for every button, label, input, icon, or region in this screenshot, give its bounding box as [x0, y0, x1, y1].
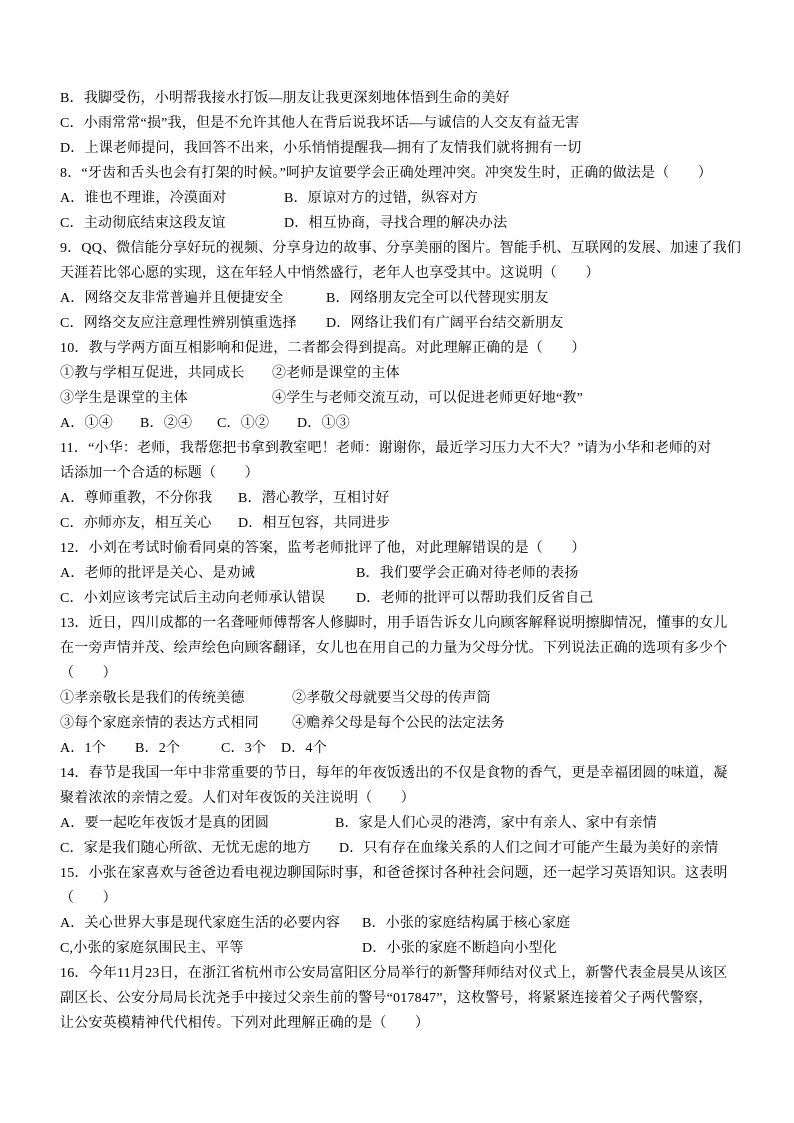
option-segment: ③每个家庭亲情的表达方式相同: [60, 716, 259, 731]
text-line: [60, 736, 736, 761]
option-segment: B．潜心教学，互相讨好: [238, 491, 390, 506]
option-segment: C．亦师亦友，相互关心: [60, 516, 212, 531]
text-line: [60, 636, 736, 661]
text-line: [60, 661, 736, 686]
text-line: [60, 836, 736, 861]
option-segment: D．网络让我们有广阔平台结交新朋友: [326, 316, 564, 331]
option-segment: B．我们要学会正确对待老师的表扬: [356, 566, 579, 581]
text-line: [60, 211, 736, 236]
text-run: C．小雨常常“损”我，但是不允许其他人在背后说我坏话—与诚信的人交友有益无害: [60, 116, 580, 131]
text-run: 让公安英模精神代代相传。下列对此理解正确的是（ ）: [60, 1016, 430, 1031]
text-line: [60, 436, 736, 461]
option-segment: C．①②: [217, 416, 270, 431]
text-run: 话添加一个合适的标题（ ）: [60, 466, 259, 481]
option-segment: ②孝敬父母就要当父母的传声筒: [292, 691, 491, 706]
text-run: 聚着浓浓的亲情之爱。人们对年夜饭的关注说明（ ）: [60, 791, 415, 806]
option-segment: A．网络交友非常普遍并且便捷安全: [60, 291, 284, 306]
text-run: 11．“小华：老师，我帮您把书拿到教室吧！老师：谢谢你，最近学习压力大不大？”请为小华和老师的对: [60, 441, 712, 456]
option-segment: D．相互包容，共同进步: [238, 516, 391, 531]
text-run: （ ）: [60, 666, 117, 681]
text-line: [60, 536, 736, 561]
option-segment: ③学生是课堂的主体: [60, 391, 188, 406]
text-line: [60, 361, 736, 386]
text-run: 副区长、公安分局局长沈尧手中接过父亲生前的警号“017847”，这枚警号，将紧紧连接着父子两代警察，: [60, 991, 713, 1006]
text-line: [60, 236, 742, 261]
text-line: [60, 386, 736, 411]
option-segment: C．家是我们随心所欲、无忧无虑的地方: [60, 841, 311, 856]
option-segment: B．原谅对方的过错，纵容对方: [284, 191, 479, 206]
text-line: [60, 986, 736, 1011]
option-segment: C．主动彻底结束这段友谊: [60, 216, 226, 231]
option-segment: ①教与学相互促进，共同成长: [60, 366, 245, 381]
option-segment: C．小刘应该考完试后主动向老师承认错误: [60, 591, 326, 606]
option-segment: A．要一起吃年夜饭才是真的团圆: [60, 816, 270, 831]
option-segment: ②老师是课堂的主体: [272, 366, 400, 381]
text-line: [60, 311, 736, 336]
text-line: [60, 786, 736, 811]
option-segment: ④赡养父母是每个公民的法定法务: [292, 716, 505, 731]
text-line: [60, 286, 736, 311]
text-line: [60, 711, 736, 736]
text-run: 8．“牙齿和舌头也会有打架的时候。”呵护友谊要学会正确处理冲突。冲突发生时，正确的做法是（ ）: [60, 166, 713, 181]
option-segment: D．小张的家庭不断趋向小型化: [362, 941, 557, 956]
text-line: [60, 461, 736, 486]
text-run: 9．QQ、微信能分享好玩的视频、分享身边的故事、分享美丽的图片。智能手机、互联网的发展、加速了我们: [60, 241, 742, 256]
option-segment: ①孝亲敬长是我们的传统美德: [60, 691, 245, 706]
option-segment: A．谁也不理谁，冷漠面对: [60, 191, 227, 206]
text-line: [60, 336, 736, 361]
text-line: [60, 486, 736, 511]
text-run: （ ）: [60, 891, 117, 906]
text-run: 15．小张在家喜欢与爸爸边看电视边聊国际时事，和爸爸探讨各种社会问题，还一起学习英语知识。这表明: [60, 866, 728, 881]
text-run: 在一旁声情并茂、绘声绘色向顾客翻译，女儿也在用自己的力量为父母分忧。下列说法正确的选项有多少个: [60, 641, 728, 656]
text-line: [60, 936, 736, 961]
text-line: [60, 686, 736, 711]
text-line: [60, 511, 736, 536]
option-segment: C．3个: [221, 741, 267, 756]
text-line: [60, 861, 736, 886]
text-line: [60, 411, 736, 436]
option-segment: B．②④: [140, 416, 193, 431]
option-segment: A．关心世界大事是现代家庭生活的必要内容: [60, 916, 341, 931]
text-line: [60, 761, 736, 786]
text-line: [60, 86, 736, 111]
text-line: [60, 811, 736, 836]
option-segment: B．2个: [135, 741, 181, 756]
text-line: [60, 961, 736, 986]
option-segment: A．①④: [60, 416, 113, 431]
text-run: 天涯若比邻心愿的实现，这在年轻人中悄然盛行，老年人也享受其中。这说明（ ）: [60, 266, 600, 281]
text-line: [60, 186, 736, 211]
text-line: [60, 886, 736, 911]
option-segment: A．老师的批评是关心、是劝诫: [60, 566, 255, 581]
text-run: B．我脚受伤，小明帮我接水打饭—朋友让我更深刻地体悟到生命的美好: [60, 91, 510, 106]
option-segment: B．小张的家庭结构属于核心家庭: [362, 916, 571, 931]
text-line: [60, 911, 736, 936]
option-segment: D．老师的批评可以帮助我们反省自己: [356, 591, 594, 606]
text-run: 13．近日，四川成都的一名聋哑师傅帮客人修脚时，用手语告诉女儿向顾客解释说明擦脚情况，懂事的女儿: [60, 616, 728, 631]
text-run: 10．教与学两方面互相影响和促进，二者都会得到提高。对此理解正确的是（ ）: [60, 341, 586, 356]
option-segment: A．1个: [60, 741, 106, 756]
text-run: 12．小刘在考试时偷看同桌的答案，监考老师批评了他，对此理解错误的是（ ）: [60, 541, 586, 556]
text-line: [60, 111, 736, 136]
option-segment: B．网络朋友完全可以代替现实朋友: [326, 291, 549, 306]
option-segment: C,小张的家庭氛围民主、平等: [60, 941, 244, 956]
text-line: [60, 1011, 736, 1036]
text-run: 14．春节是我国一年中非常重要的节日，每年的年夜饭透出的不仅是食物的香气，更是幸福团圆的味道，凝: [60, 766, 728, 781]
option-segment: B．家是人们心灵的港湾，家中有亲人、家中有亲情: [335, 816, 657, 831]
option-segment: A．尊师重教，不分你我: [60, 491, 213, 506]
option-segment: C．网络交友应注意理性辨别慎重选择: [60, 316, 297, 331]
text-line: [60, 136, 736, 161]
text-run: D．上课老师提问，我回答不出来，小乐悄悄提醒我—拥有了友情我们就将拥有一切: [60, 141, 582, 156]
text-line: [60, 561, 736, 586]
text-line: [60, 261, 736, 286]
text-line: [60, 161, 736, 186]
option-segment: D．只有存在血缘关系的人们之间才可能产生最为美好的亲情: [339, 841, 719, 856]
text-line: [60, 611, 736, 636]
option-segment: D．相互协商，寻找合理的解决办法: [284, 216, 508, 231]
document-body: [60, 86, 742, 1036]
option-segment: D．4个: [281, 741, 327, 756]
option-segment: ④学生与老师交流互动，可以促进老师更好地“教”: [272, 391, 584, 406]
option-segment: D．①③: [297, 416, 350, 431]
text-line: [60, 586, 736, 611]
text-run: 16．今年11月23日，在浙江省杭州市公安局富阳区分局举行的新警拜师结对仪式上，新警代表金晨昊从该区: [60, 966, 728, 981]
